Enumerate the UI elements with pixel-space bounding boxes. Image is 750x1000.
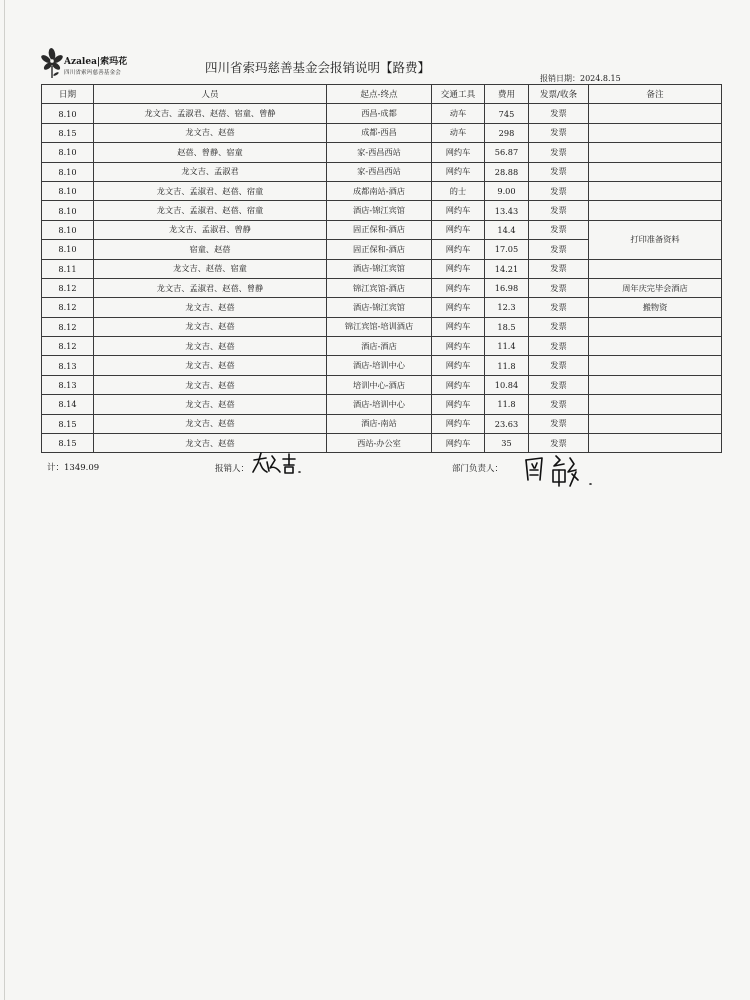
cell-people: 龙文吉、孟淑君、赵蓓、曾静 xyxy=(94,278,327,297)
cell-route: 固正保和-酒店 xyxy=(327,240,432,259)
cell-people: 龙文吉、孟淑君、曾静 xyxy=(94,220,327,239)
cell-remarks-anniversary: 周年庆完毕会酒店 xyxy=(589,278,722,297)
cell-remarks xyxy=(589,259,722,278)
cell-vehicle: 网约车 xyxy=(432,395,485,414)
cell-people: 龙文吉、赵蓓 xyxy=(94,375,327,394)
table-row xyxy=(42,414,722,433)
cell-cost: 16.98 xyxy=(485,278,529,297)
table-row xyxy=(42,278,722,297)
cell-date: 8.13 xyxy=(42,356,94,375)
cell-date: 8.14 xyxy=(42,395,94,414)
table-row xyxy=(42,143,722,162)
dept-head-signature xyxy=(520,450,600,490)
table-row xyxy=(42,181,722,200)
cell-people: 龙文吉、赵蓓、宿童 xyxy=(94,259,327,278)
cell-vehicle: 动车 xyxy=(432,123,485,142)
cell-date: 8.10 xyxy=(42,143,94,162)
cell-people: 龙文吉、赵蓓 xyxy=(94,123,327,142)
cell-receipt: 发票 xyxy=(529,356,589,375)
table-row xyxy=(42,220,722,239)
cell-vehicle: 网约车 xyxy=(432,240,485,259)
dept-head-label: 部门负责人： xyxy=(452,464,504,474)
table-row xyxy=(42,337,722,356)
cell-people: 龙文吉、孟淑君、赵蓓、宿童、曾静 xyxy=(94,104,327,123)
cell-cost: 11.8 xyxy=(485,356,529,375)
cell-people: 宿童、赵蓓 xyxy=(94,240,327,259)
cell-date: 8.10 xyxy=(42,220,94,239)
cell-date: 8.15 xyxy=(42,434,94,453)
expense-table xyxy=(41,84,722,453)
table-row xyxy=(42,298,722,317)
cell-route: 酒店-锦江宾馆 xyxy=(327,298,432,317)
cell-cost: 10.84 xyxy=(485,375,529,394)
cell-route: 成都-西昌 xyxy=(327,123,432,142)
cell-cost: 56.87 xyxy=(485,143,529,162)
cell-remarks xyxy=(589,356,722,375)
cell-cost: 23.63 xyxy=(485,414,529,433)
cell-people: 龙文吉、孟淑君、赵蓓、宿童 xyxy=(94,181,327,200)
cell-route: 家-西昌西站 xyxy=(327,162,432,181)
cell-cost: 18.5 xyxy=(485,317,529,336)
cell-remarks xyxy=(589,162,722,181)
cell-route: 家-西昌西站 xyxy=(327,143,432,162)
cell-vehicle: 网约车 xyxy=(432,414,485,433)
cell-receipt: 发票 xyxy=(529,240,589,259)
cell-receipt: 发票 xyxy=(529,162,589,181)
cell-vehicle: 网约车 xyxy=(432,434,485,453)
table-row xyxy=(42,104,722,123)
cell-cost: 11.4 xyxy=(485,337,529,356)
cell-route: 酒店-培训中心 xyxy=(327,395,432,414)
logo-brand: Azalea|索玛花 xyxy=(64,57,128,67)
col-header-vehicle: 交通工具 xyxy=(432,85,485,104)
cell-vehicle: 网约车 xyxy=(432,298,485,317)
col-header-receipt: 发票/收条 xyxy=(529,85,589,104)
cell-remarks xyxy=(589,434,722,453)
cell-remarks xyxy=(589,143,722,162)
cell-date: 8.10 xyxy=(42,181,94,200)
cell-route: 培训中心-酒店 xyxy=(327,375,432,394)
cell-remarks xyxy=(589,181,722,200)
cell-receipt: 发票 xyxy=(529,181,589,200)
col-header-date: 日期 xyxy=(42,85,94,104)
table-row xyxy=(42,375,722,394)
cell-remarks xyxy=(589,395,722,414)
cell-route: 西站-办公室 xyxy=(327,434,432,453)
table-row xyxy=(42,259,722,278)
cell-people: 龙文吉、孟淑君 xyxy=(94,162,327,181)
cell-receipt: 发票 xyxy=(529,298,589,317)
cell-cost: 11.8 xyxy=(485,395,529,414)
cell-remarks-prep-materials: 打印准备资料 xyxy=(589,220,722,259)
cell-receipt: 发票 xyxy=(529,317,589,336)
cell-people: 龙文吉、赵蓓 xyxy=(94,414,327,433)
cell-date: 8.11 xyxy=(42,259,94,278)
cell-date: 8.12 xyxy=(42,317,94,336)
cell-cost: 9.00 xyxy=(485,181,529,200)
col-header-remarks: 备注 xyxy=(589,85,722,104)
col-header-people: 人员 xyxy=(94,85,327,104)
cell-people: 龙文吉、赵蓓 xyxy=(94,317,327,336)
cell-date: 8.10 xyxy=(42,240,94,259)
table-header-row xyxy=(42,85,722,104)
cell-vehicle: 动车 xyxy=(432,104,485,123)
cell-people: 龙文吉、赵蓓 xyxy=(94,395,327,414)
table-row xyxy=(42,356,722,375)
cell-date: 8.10 xyxy=(42,201,94,220)
cell-route: 成都南站-酒店 xyxy=(327,181,432,200)
cell-receipt: 发票 xyxy=(529,414,589,433)
cell-remarks xyxy=(589,317,722,336)
claimant-label: 报销人： xyxy=(215,464,250,474)
cell-cost: 35 xyxy=(485,434,529,453)
cell-remarks xyxy=(589,414,722,433)
cell-receipt: 发票 xyxy=(529,337,589,356)
table-row xyxy=(42,434,722,453)
document-title: 四川省索玛慈善基金会报销说明【路费】 xyxy=(205,60,431,75)
cell-vehicle: 网约车 xyxy=(432,162,485,181)
cell-date: 8.12 xyxy=(42,298,94,317)
cell-cost: 13.43 xyxy=(485,201,529,220)
cell-vehicle: 网约车 xyxy=(432,337,485,356)
cell-vehicle: 网约车 xyxy=(432,143,485,162)
cell-remarks xyxy=(589,375,722,394)
cell-people: 龙文吉、赵蓓 xyxy=(94,298,327,317)
cell-cost: 745 xyxy=(485,104,529,123)
cell-vehicle: 的士 xyxy=(432,181,485,200)
cell-cost: 17.05 xyxy=(485,240,529,259)
report-date: 报销日期：2024.8.15 xyxy=(540,74,621,83)
cell-people: 龙文吉、孟淑君、赵蓓、宿童 xyxy=(94,201,327,220)
cell-vehicle: 网约车 xyxy=(432,375,485,394)
table-row xyxy=(42,317,722,336)
table-row xyxy=(42,395,722,414)
cell-route: 酒店-锦江宾馆 xyxy=(327,201,432,220)
cell-receipt: 发票 xyxy=(529,104,589,123)
cell-remarks xyxy=(589,123,722,142)
cell-vehicle: 网约车 xyxy=(432,201,485,220)
cell-remarks xyxy=(589,104,722,123)
cell-vehicle: 网约车 xyxy=(432,317,485,336)
cell-date: 8.13 xyxy=(42,375,94,394)
cell-route: 锦江宾馆-培训酒店 xyxy=(327,317,432,336)
cell-people: 龙文吉、赵蓓 xyxy=(94,337,327,356)
cell-people: 赵蓓、曾静、宿童 xyxy=(94,143,327,162)
table-row xyxy=(42,201,722,220)
cell-vehicle: 网约车 xyxy=(432,220,485,239)
table-row xyxy=(42,123,722,142)
cell-receipt: 发票 xyxy=(529,143,589,162)
cell-receipt: 发票 xyxy=(529,220,589,239)
cell-receipt: 发票 xyxy=(529,123,589,142)
cell-cost: 28.88 xyxy=(485,162,529,181)
col-header-cost: 费用 xyxy=(485,85,529,104)
cell-remarks-move-supplies: 搬物资 xyxy=(589,298,722,317)
cell-vehicle: 网约车 xyxy=(432,259,485,278)
cell-receipt: 发票 xyxy=(529,259,589,278)
cell-receipt: 发票 xyxy=(529,375,589,394)
cell-people: 龙文吉、赵蓓 xyxy=(94,434,327,453)
cell-vehicle: 网约车 xyxy=(432,356,485,375)
cell-date: 8.15 xyxy=(42,414,94,433)
cell-route: 酒店-锦江宾馆 xyxy=(327,259,432,278)
cell-receipt: 发票 xyxy=(529,201,589,220)
total-amount: 计：1349.09 xyxy=(47,463,100,473)
cell-date: 8.10 xyxy=(42,162,94,181)
cell-receipt: 发票 xyxy=(529,395,589,414)
col-header-route: 起点-终点 xyxy=(327,85,432,104)
cell-cost: 298 xyxy=(485,123,529,142)
cell-remarks xyxy=(589,201,722,220)
logo-org-name: 四川省索玛慈善基金会 xyxy=(64,70,122,76)
cell-cost: 14.4 xyxy=(485,220,529,239)
cell-date: 8.12 xyxy=(42,337,94,356)
cell-people: 龙文吉、赵蓓 xyxy=(94,356,327,375)
cell-route: 酒店-酒店 xyxy=(327,337,432,356)
cell-route: 固正保和-酒店 xyxy=(327,220,432,239)
cell-route: 酒店-培训中心 xyxy=(327,356,432,375)
cell-date: 8.10 xyxy=(42,104,94,123)
scan-edge xyxy=(4,0,5,1000)
cell-date: 8.15 xyxy=(42,123,94,142)
cell-receipt: 发票 xyxy=(529,278,589,297)
cell-vehicle: 网约车 xyxy=(432,278,485,297)
cell-route: 酒店-南站 xyxy=(327,414,432,433)
cell-remarks xyxy=(589,337,722,356)
cell-route: 锦江宾馆-酒店 xyxy=(327,278,432,297)
azalea-flower-icon xyxy=(40,46,64,80)
foundation-logo xyxy=(40,46,150,82)
cell-cost: 14.21 xyxy=(485,259,529,278)
cell-route: 西昌-成都 xyxy=(327,104,432,123)
cell-date: 8.12 xyxy=(42,278,94,297)
claimant-signature xyxy=(250,450,310,476)
cell-receipt: 发票 xyxy=(529,434,589,453)
cell-cost: 12.3 xyxy=(485,298,529,317)
table-row xyxy=(42,162,722,181)
